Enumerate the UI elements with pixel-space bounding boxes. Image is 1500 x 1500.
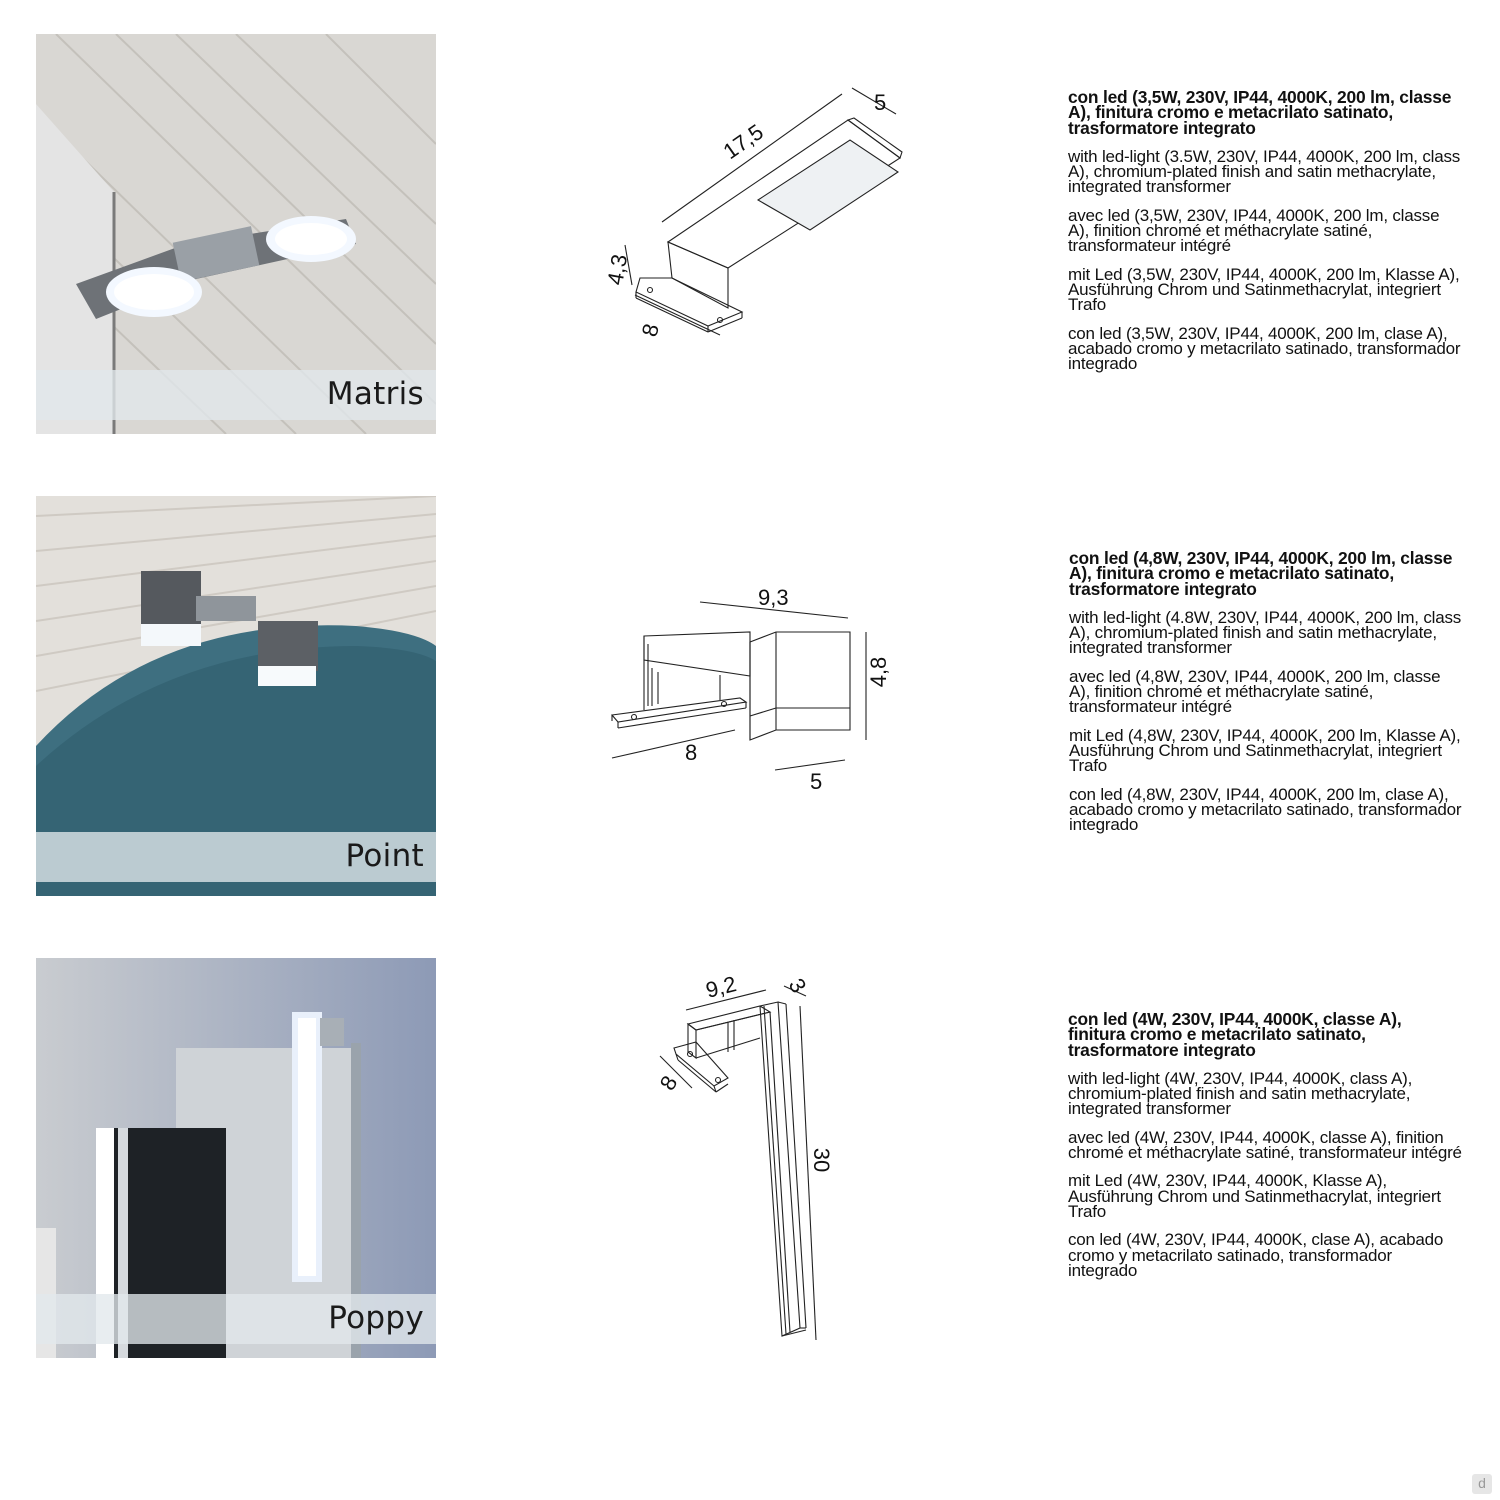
description-english: with led-light (4W, 230V, IP44, 4000K, class A), chromium-plated finish and satin methacrylate, integrated transformer <box>1068 1068 1413 1119</box>
product-description-matris <box>1068 87 1463 384</box>
description-italian: con led (4,8W, 230V, IP44, 4000K, 200 lm, classe A), finitura cromo e metacrilato satinato, trasformatore integrato <box>1069 548 1453 599</box>
product-name: Point <box>345 838 424 874</box>
dimension-depth: 5 <box>810 769 823 794</box>
product-name-label <box>36 370 436 420</box>
description-french: avec led (3,5W, 230V, IP44, 4000K, 200 lm, classe A), finition chromé et méthacrylate satiné, transformateur intégré <box>1068 205 1440 256</box>
description-german: mit Led (3,5W, 230V, IP44, 4000K, 200 lm, Klasse A), Ausführung Chrom und Satinmethacrylat, integriert Trafo <box>1068 264 1460 315</box>
description-german: mit Led (4,8W, 230V, IP44, 4000K, 200 lm, Klasse A), Ausführung Chrom und Satinmethacrylat, integriert Trafo <box>1069 725 1461 776</box>
dimension-base: 8 <box>654 1071 683 1095</box>
product-photo-point <box>36 496 436 896</box>
product-photo-matris <box>36 34 436 434</box>
dimension-height: 4,3 <box>602 252 633 287</box>
description-german: mit Led (4W, 230V, IP44, 4000K, Klasse A), Ausführung Chrom und Satinmethacrylat, integriert Trafo <box>1068 1171 1441 1221</box>
dimension-base: 8 <box>636 320 665 340</box>
product-name-label <box>36 1294 436 1344</box>
product-description-poppy <box>1068 1009 1463 1291</box>
description-french: avec led (4W, 230V, IP44, 4000K, classe A), finition chromé et méthacrylate satiné, transformateur intégré <box>1068 1127 1462 1163</box>
dimension-depth: 5 <box>874 90 887 115</box>
dimension-width: 9,3 <box>758 585 789 610</box>
dimension-width: 9,2 <box>703 971 739 1003</box>
description-spanish: con led (4,8W, 230V, IP44, 4000K, 200 lm, clase A), acabado cromo y metacrilato satinado, transformador integrado <box>1069 784 1462 835</box>
watermark-logo: d <box>1472 1474 1492 1494</box>
dimension-length: 17,5 <box>718 119 768 165</box>
product-name-label <box>36 832 436 882</box>
dimension-base: 8 <box>685 740 698 765</box>
product-description-point <box>1069 548 1464 845</box>
description-english: with led-light (3.5W, 230V, IP44, 4000K, 200 lm, class A), chromium-plated finish and satin methacrylate, integrated transformer <box>1068 146 1461 197</box>
product-name: Matris <box>326 376 424 412</box>
description-english: with led-light (4.8W, 230V, IP44, 4000K, 200 lm, class A), chromium-plated finish and satin methacrylate, integrated transformer <box>1069 607 1462 658</box>
dimension-height: 30 <box>809 1147 834 1173</box>
point-technical-drawing <box>600 580 900 800</box>
description-french: avec led (4,8W, 230V, IP44, 4000K, 200 lm, classe A), finition chromé et méthacrylate satiné, transformateur intégré <box>1069 666 1441 717</box>
dimension-height: 4,8 <box>866 656 891 688</box>
product-photo-poppy <box>36 958 436 1358</box>
matris-technical-drawing <box>580 80 920 360</box>
description-italian: con led (4W, 230V, IP44, 4000K, classe A), finitura cromo e metacrilato satinato, trasformatore integrato <box>1068 1009 1402 1060</box>
dimension-depth: 3 <box>783 974 812 998</box>
description-spanish: con led (4W, 230V, IP44, 4000K, clase A), acabado cromo y metacrilato satinado, transformador integrado <box>1068 1230 1444 1280</box>
description-spanish: con led (3,5W, 230V, IP44, 4000K, 200 lm, clase A), acabado cromo y metacrilato satinado, transformador integrado <box>1068 323 1461 374</box>
poppy-technical-drawing <box>640 968 860 1348</box>
description-italian: con led (3,5W, 230V, IP44, 4000K, 200 lm, classe A), finitura cromo e metacrilato satinato, trasformatore integrato <box>1068 87 1452 138</box>
product-name: Poppy <box>328 1300 424 1336</box>
